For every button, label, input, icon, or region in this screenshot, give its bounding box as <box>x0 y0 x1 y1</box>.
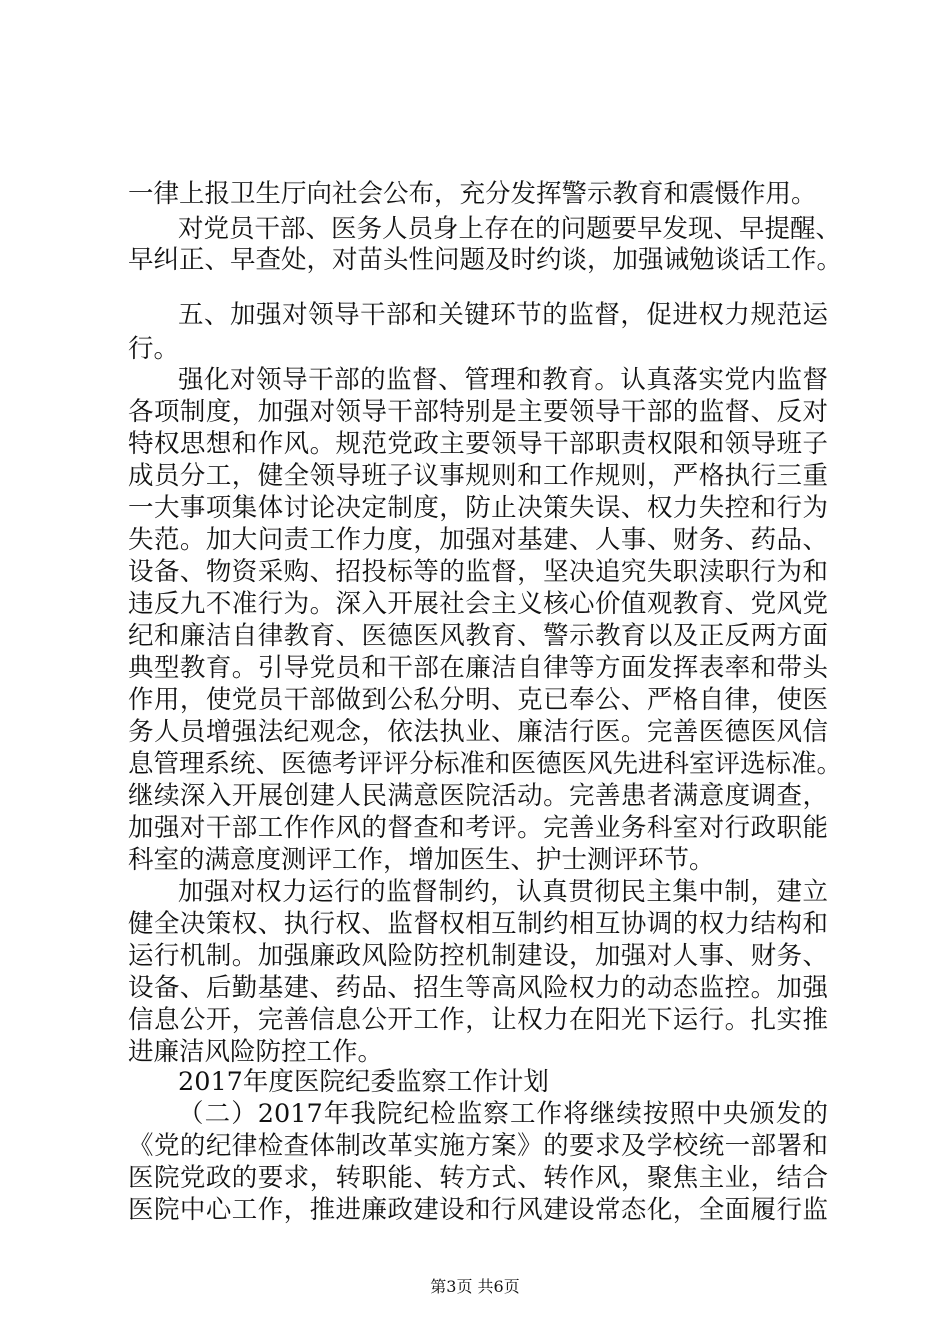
text-line: 加强对权力运行的监督制约，认真贯彻民主集中制，建立 <box>178 877 828 907</box>
text-line: 科室的满意度测评工作，增加医生、护士测评环节。 <box>128 845 715 875</box>
text-line: 设备、后勤基建、药品、招生等高风险权力的动态监控。加强 <box>128 973 828 1003</box>
text-line: 违反九不准行为。深入开展社会主义核心价值观教育、党风党 <box>128 589 828 619</box>
text-line: 《党的纪律检查体制改革实施方案》的要求及学校统一部署和 <box>128 1131 828 1161</box>
text-line: 各项制度，加强对领导干部特别是主要领导干部的监督、反对 <box>128 397 828 427</box>
page-footer: 第3页 共6页 <box>430 1277 520 1296</box>
text-line: 早纠正、早查处，对苗头性问题及时约谈，加强诫勉谈话工作。 <box>128 245 843 275</box>
text-line: 五、加强对领导干部和关键环节的监督，促进权力规范运 <box>178 300 828 330</box>
text-line: 设备、物资采购、招投标等的监督，坚决追究失职渎职行为和 <box>128 557 828 587</box>
text-line: 务人员增强法纪观念，依法执业、廉洁行医。完善医德医风信 <box>128 717 828 747</box>
text-line: 医院中心工作，推进廉政建设和行风建设常态化，全面履行监 <box>128 1195 828 1225</box>
text-line: 纪和廉洁自律教育、医德医风教育、警示教育以及正反两方面 <box>128 621 828 651</box>
text-line: 强化对领导干部的监督、管理和教育。认真落实党内监督 <box>178 365 828 395</box>
text-line: 运行机制。加强廉政风险防控机制建设，加强对人事、财务、 <box>128 941 828 971</box>
text-line: 继续深入开展创建人民满意医院活动。完善患者满意度调查， <box>128 781 828 811</box>
text-line: （二）2017年我院纪检监察工作将继续按照中央颁发的 <box>178 1099 828 1129</box>
text-line: 加强对干部工作作风的督查和考评。完善业务科室对行政职能 <box>128 813 828 843</box>
text-line: 2017年度医院纪委监察工作计划 <box>178 1067 549 1097</box>
text-line: 典型教育。引导党员和干部在廉洁自律等方面发挥表率和带头 <box>128 653 828 683</box>
text-line: 进廉洁风险防控工作。 <box>128 1037 384 1067</box>
text-line: 信息公开，完善信息公开工作，让权力在阳光下运行。扎实推 <box>128 1005 828 1035</box>
text-line: 医院党政的要求，转职能、转方式、转作风，聚焦主业，结合 <box>128 1163 828 1193</box>
text-line: 一大事项集体讨论决定制度，防止决策失误、权力失控和行为 <box>128 493 828 523</box>
text-line: 特权思想和作风。规范党政主要领导干部职责权限和领导班子 <box>128 429 828 459</box>
text-line: 健全决策权、执行权、监督权相互制约相互协调的权力结构和 <box>128 909 828 939</box>
text-line: 作用，使党员干部做到公私分明、克已奉公、严格自律，使医 <box>128 685 828 715</box>
text-line: 一律上报卫生厅向社会公布，充分发挥警示教育和震慑作用。 <box>128 179 817 209</box>
text-line: 失范。加大问责工作力度，加强对基建、人事、财务、药品、 <box>128 525 828 555</box>
text-line: 息管理系统、医德考评评分标准和医德医风先进科室评选标准。 <box>128 749 843 779</box>
text-line: 成员分工，健全领导班子议事规则和工作规则，严格执行三重 <box>128 461 828 491</box>
text-line: 对党员干部、医务人员身上存在的问题要早发现、早提醒、 <box>178 214 842 244</box>
text-line: 行。 <box>128 334 180 364</box>
